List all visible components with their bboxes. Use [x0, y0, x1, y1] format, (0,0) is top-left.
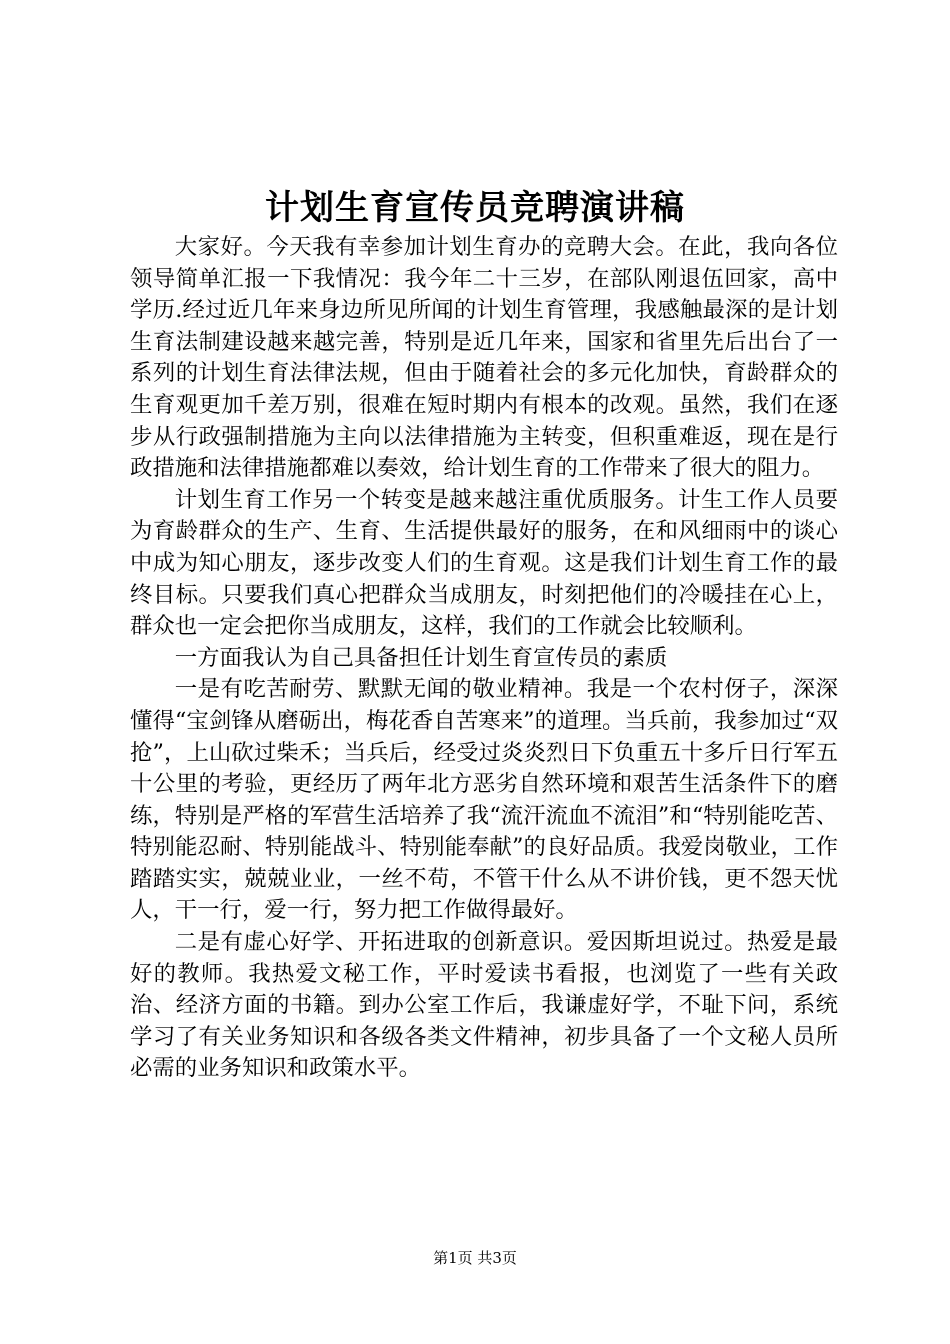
document-body: [130, 232, 838, 1085]
paragraph: 计划生育工作另一个转变是越来越注重优质服务。计生工作人员要为育龄群众的生产、生育、生活提供最好的服务，在和风细雨中的谈心中成为知心朋友，逐步改变人们的生育观。这是我们计划生育工作的最终目标。只要我们真心把群众当成朋友，时刻把他们的冷暖挂在心上，群众也一定会把你当成朋友，这样，我们的工作就会比较顺利。: [130, 486, 838, 640]
paragraph: 大家好。今天我有幸参加计划生育办的竞聘大会。在此，我向各位领导简单汇报一下我情况：我今年二十三岁，在部队刚退伍回家，高中学历.经过近几年来身边所见所闻的计划生育管理，我感触最深的是计划生育法制建设越来越完善，特别是近几年来，国家和省里先后出台了一系列的计划生育法律法规，但由于随着社会的多元化加快，育龄群众的生育观更加千差万别，很难在短时期内有根本的改观。虽然，我们在逐步从行政强制措施为主向以法律措施为主转变，但积重难返，现在是行政措施和法律措施都难以奏效，给计划生育的工作带来了很大的阻力。: [130, 234, 838, 482]
paragraph: 二是有虚心好学、开拓进取的创新意识。爱因斯坦说过。热爱是最好的教师。我热爱文秘工作，平时爱读书看报，也浏览了一些有关政治、经济方面的书籍。到办公室工作后，我谦虚好学，不耻下问，系统学习了有关业务知识和各级各类文件精神，初步具备了一个文秘人员所必需的业务知识和政策水平。: [130, 929, 838, 1082]
page-number-footer: 第1页 共3页: [433, 1249, 517, 1267]
document-title: 计划生育宣传员竞聘演讲稿: [265, 188, 685, 228]
paragraph: 一方面我认为自己具备担任计划生育宣传员的素质: [174, 644, 668, 671]
paragraph: 一是有吃苦耐劳、默默无闻的敬业精神。我是一个农村伢子，深深懂得“宝剑锋从磨砺出，梅花香自苦寒来”的道理。当兵前，我参加过“双抢”，上山砍过柴禾；当兵后，经受过炎炎烈日下负重五十多斤日行军五十公里的考验，更经历了两年北方恶劣自然环境和艰苦生活条件下的磨练，特别是严格的军营生活培养了我“流汗流血不流泪”和“特别能吃苦、特别能忍耐、特别能战斗、特别能奉献”的良好品质。我爱岗敬业，工作踏踏实实，兢兢业业，一丝不苟，不管干什么从不讲价钱，更不怨天忧人，干一行，爱一行，努力把工作做得最好。: [130, 676, 838, 924]
